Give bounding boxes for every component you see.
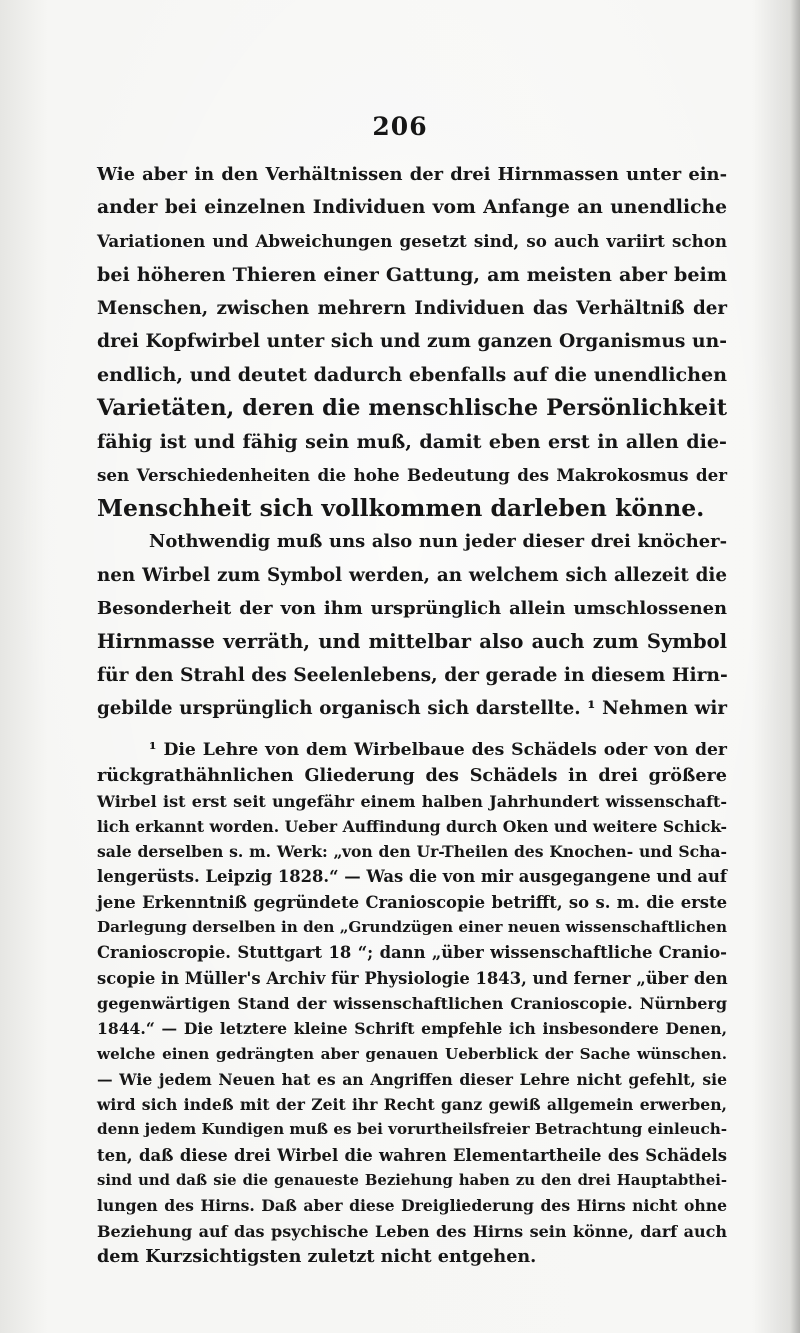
text-line: Besonderheit der von ihm ursprünglich allein umschlossenen bbox=[97, 598, 727, 620]
footnote-line: dem Kurzsichtigsten zuletzt nicht entgehen. bbox=[97, 1245, 537, 1267]
main-text bbox=[97, 158, 727, 726]
footnote-line: denn jedem Kundigen muß es bei vorurtheilsfreier Betrachtung einleuch- bbox=[97, 1120, 728, 1139]
page-number: 206 bbox=[372, 112, 428, 141]
footnote-line: jene Erkenntniß gegründete Cranioscopie betrifft, so s. m. die erste bbox=[97, 892, 727, 912]
footnote-line: — Wie jedem Neuen hat es an Angriffen dieser Lehre nicht gefehlt, sie bbox=[97, 1069, 727, 1089]
text-line: drei Kopfwirbel unter sich und zum ganzen Organismus un- bbox=[97, 329, 727, 352]
footnote-block bbox=[97, 738, 727, 1269]
footnote-line: ten, daß diese drei Wirbel die wahren Elementartheile des Schädels bbox=[97, 1145, 727, 1165]
footnote-line: Wirbel ist erst seit ungefähr einem halben Jahrhundert wissenschaft- bbox=[97, 791, 727, 811]
text-line: Menschen, zwischen mehrern Individuen das Verhältniß der bbox=[97, 297, 727, 319]
text-line: endlich, und deutet dadurch ebenfalls auf die unendlichen bbox=[97, 363, 727, 387]
text-line: Varietäten, deren die menschlische Persönlichkeit bbox=[97, 394, 727, 421]
text-line: sen Verschiedenheiten die hohe Bedeutung des Makrokosmus der bbox=[97, 464, 727, 485]
footnote-line: rückgrathähnlichen Gliederung des Schädels in drei größere bbox=[97, 765, 727, 787]
text-line: Menschheit sich vollkommen darleben könne. bbox=[97, 493, 705, 522]
text-line: für den Strahl des Seelenlebens, der gerade in diesem Hirn- bbox=[97, 663, 728, 686]
footnote-line: gegenwärtigen Stand der wissenschaftlichen Cranioscopie. Nürnberg bbox=[97, 993, 727, 1013]
text-line: bei höheren Thieren einer Gattung, am meisten aber beim bbox=[97, 263, 727, 287]
text-line: gebilde ursprünglich organisch sich darstellte. ¹ Nehmen wir bbox=[97, 698, 727, 720]
footnote-line: Cranioscropie. Stuttgart 18 “; dann „über wissenschaftliche Cranio- bbox=[97, 943, 727, 963]
footnote-line: Beziehung auf das psychische Leben des Hirns sein könne, darf auch bbox=[97, 1221, 727, 1241]
text-line: nen Wirbel zum Symbol werden, an welchem sich allezeit die bbox=[97, 564, 727, 586]
text-line: fähig ist und fähig sein muß, damit eben erst in allen die- bbox=[97, 430, 727, 454]
footnote-line: lich erkannt worden. Ueber Auffindung durch Oken und weitere Schick- bbox=[97, 816, 727, 836]
text-line: Hirnmasse verräth, und mittelbar also auch zum Symbol bbox=[97, 630, 727, 654]
footnote-line: lengerüsts. Leipzig 1828.“ — Was die von mir ausgegangene und auf bbox=[97, 867, 727, 887]
footnote-line: 1844.“ — Die letztere kleine Schrift empfehle ich insbesondere Denen, bbox=[97, 1019, 727, 1039]
text-line: Variationen und Abweichungen gesetzt sind, so auch variirt schon bbox=[97, 230, 727, 251]
text-line: Nothwendig muß uns also nun jeder dieser drei knöcher- bbox=[149, 531, 727, 553]
footnote-line: sind und daß sie die genaueste Beziehung haben zu den drei Hauptabthei- bbox=[97, 1172, 727, 1190]
footnote-line: lungen des Hirns. Daß aber diese Dreigliederung des Hirns nicht ohne bbox=[97, 1196, 727, 1216]
footnote-line: scopie in Müller's Archiv für Physiologie 1843, und ferner „über den bbox=[97, 968, 728, 988]
footnote-line: wird sich indeß mit der Zeit ihr Recht ganz gewiß allgemein erwerben, bbox=[97, 1095, 727, 1115]
footnote-line: sale derselben s. m. Werk: „von den Ur-Theilen des Knochen- und Scha- bbox=[97, 842, 727, 862]
page-edge-shadow bbox=[790, 0, 800, 1333]
text-line: ander bei einzelnen Individuen vom Anfange an unendliche bbox=[97, 196, 727, 219]
text-line: Wie aber in den Verhältnissen der drei Hirnmassen unter ein- bbox=[97, 164, 727, 185]
footnote-line: welche einen gedrängten aber genauen Ueberblick der Sache wünschen. bbox=[97, 1044, 727, 1063]
footnote-line: ¹ Die Lehre von dem Wirbelbaue des Schädels oder von der bbox=[149, 740, 727, 760]
footnote-line: Darlegung derselben in den „Grundzügen einer neuen wissenschaftlichen bbox=[97, 918, 727, 937]
